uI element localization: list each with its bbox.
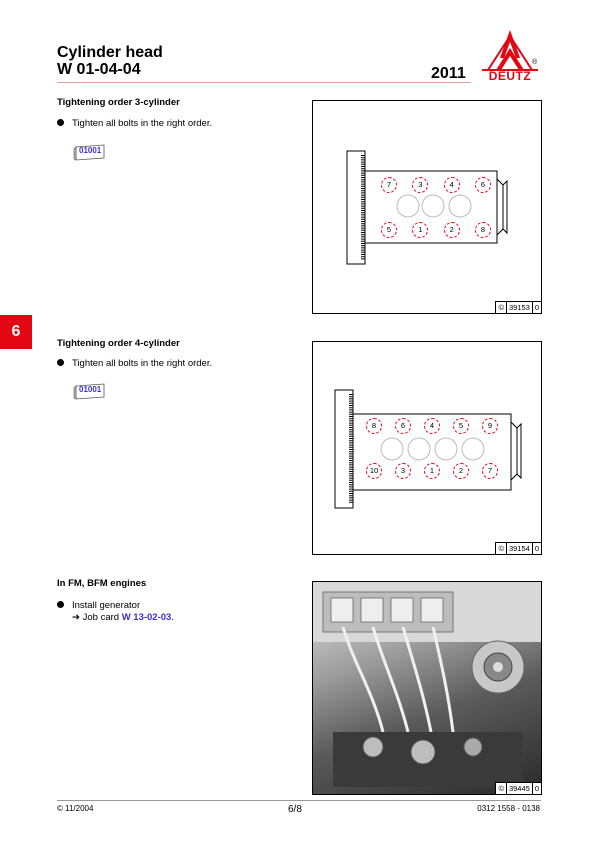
bolt-label: 2 [453,463,469,479]
section2-bullet [57,358,212,369]
bolt-label: 10 [366,463,382,479]
deutz-logo [478,28,542,86]
section1-tool-number: 01001 [79,146,102,155]
section1-book[interactable] [73,143,107,166]
section1-bottom-row [381,222,491,238]
section1-bullet [57,118,212,129]
page-title [57,44,163,78]
bolt-label: 3 [395,463,411,479]
section1-top-row [381,177,491,193]
reference-suffix: . [171,612,174,623]
footer-doc-number: 0312 1558 - 0138 [477,804,540,813]
bolt-label: 7 [381,177,397,193]
bolt-label: 9 [482,418,498,434]
figure-number: 39153 [506,302,530,313]
bolt-label: 7 [482,463,498,479]
job-card-link[interactable]: W 13-02-03 [121,612,172,623]
section3-heading: In FM, BFM engines [57,578,147,589]
section2-figure-caption [495,542,541,554]
bolt-label: 8 [475,222,491,238]
figure-rev: 0 [532,783,539,794]
bolt-label: 6 [395,418,411,434]
section3-photo [312,581,542,795]
section1-diagram [313,101,541,313]
header-rule [57,82,471,83]
arrow-icon: ➔ [72,612,80,623]
section2-top-row [366,418,498,434]
reference-prefix: Job card [82,612,120,623]
engine-photo [313,582,541,794]
section1-figure [312,100,542,314]
copyright-symbol: © [498,544,504,553]
chapter-tab: 6 [0,315,32,349]
bolt-label: 4 [424,418,440,434]
copyright-symbol: © [498,784,504,793]
bolt-label: 2 [444,222,460,238]
footer-date: © 11/2004 [57,804,94,813]
figure-number: 39445 [506,783,530,794]
bolt-label: 1 [424,463,440,479]
copyright-symbol: © [498,303,504,312]
figure-rev: 0 [532,302,539,313]
section2-bottom-row [366,463,498,479]
footer-page: 6/8 [288,804,302,815]
section1-figure-caption [495,301,541,313]
svg-text:®: ® [532,59,538,66]
section3-bullet-text: Install generator [72,600,141,611]
footer-rule [57,800,541,801]
bullet-icon [57,359,64,366]
section2-bullet-text: Tighten all bolts in the right order. [72,358,213,369]
bolt-label: 4 [444,177,460,193]
section3-figure-caption [495,782,541,794]
section2-figure [312,341,542,555]
bullet-icon [57,601,64,608]
section3-reference [72,612,174,623]
brand-name: DEUTZ [488,69,532,83]
section1-bullet-text: Tighten all bolts in the right order. [72,118,213,129]
figure-number: 39154 [506,543,530,554]
section2-tool-number: 01001 [79,385,102,394]
bolt-label: 6 [475,177,491,193]
figure-rev: 0 [532,543,539,554]
bolt-label: 8 [366,418,382,434]
bolt-label: 5 [381,222,397,238]
section1-heading: Tightening order 3-cylinder [57,97,180,108]
section2-diagram [313,342,541,554]
section3-bullet [57,600,140,611]
section2-book[interactable] [73,382,107,405]
bullet-icon [57,119,64,126]
bolt-label: 5 [453,418,469,434]
section2-heading: Tightening order 4-cylinder [57,338,180,349]
bolt-label: 3 [412,177,428,193]
title-line1: Cylinder head [57,44,163,61]
engine-model: 2011 [431,65,466,82]
bolt-label: 1 [412,222,428,238]
title-line2: W 01-04-04 [57,61,141,78]
